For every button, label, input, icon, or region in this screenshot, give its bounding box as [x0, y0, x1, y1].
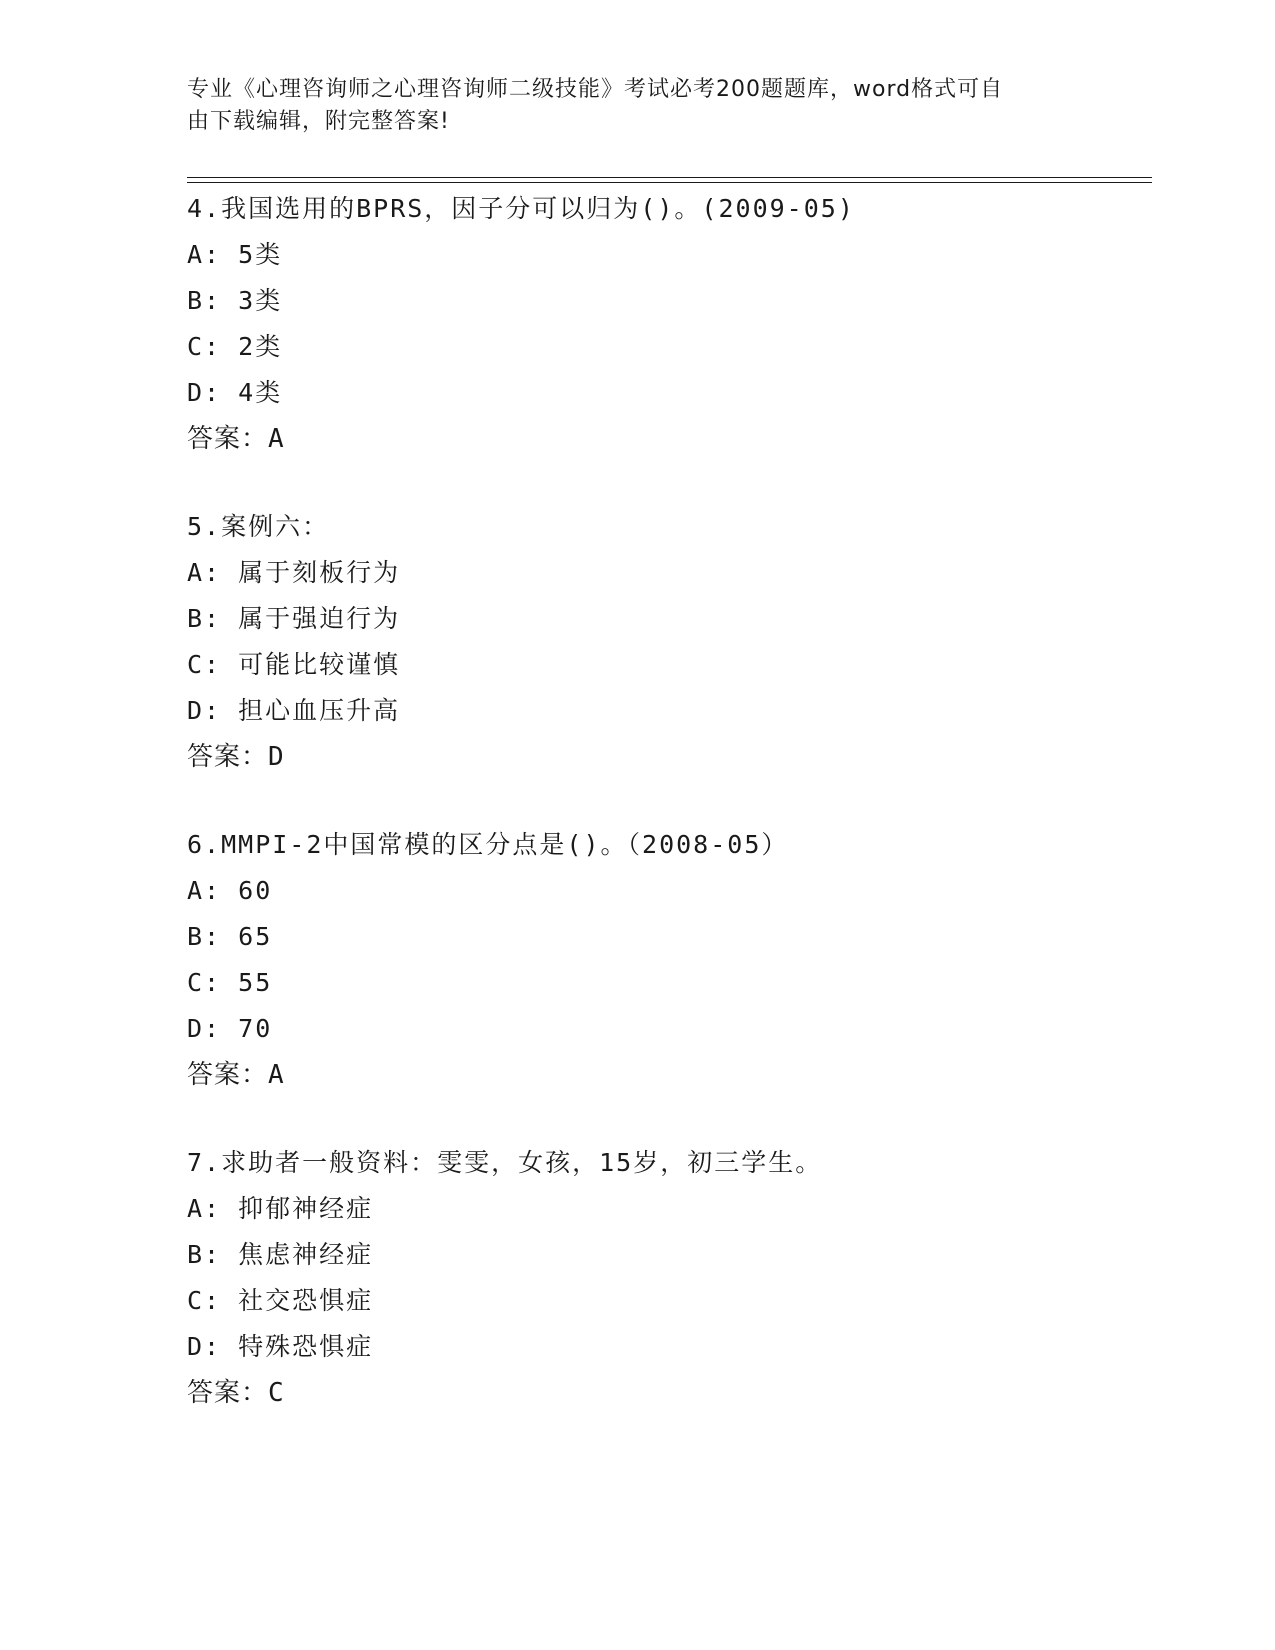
option-d: D: 70 — [187, 1014, 273, 1043]
option-b: B: 3类 — [187, 286, 283, 315]
header-divider-bottom — [187, 182, 1152, 183]
document-header — [187, 74, 1087, 138]
header-divider-top — [187, 177, 1152, 178]
option-a: A: 60 — [187, 876, 273, 905]
answer-value: A — [268, 424, 285, 454]
option-c: C: 2类 — [187, 332, 283, 361]
question-block — [187, 1148, 1147, 1424]
header-line-1: 专业《心理咨询师之心理咨询师二级技能》考试必考200题题库，word格式可自 — [187, 77, 1004, 102]
question-block — [187, 830, 1147, 1106]
question-stem: 7.求助者一般资料：雯雯，女孩，15岁，初三学生。 — [187, 1148, 823, 1177]
option-b: B: 属于强迫行为 — [187, 604, 401, 633]
option-c: C: 55 — [187, 968, 273, 997]
answer-value: A — [268, 1060, 285, 1090]
answer-label: 答案： — [187, 424, 269, 454]
option-a: A: 5类 — [187, 240, 283, 269]
answer-value: C — [268, 1378, 285, 1408]
option-d: D: 担心血压升高 — [187, 696, 401, 725]
option-c: C: 可能比较谨慎 — [187, 650, 401, 679]
option-a: A: 抑郁神经症 — [187, 1194, 374, 1223]
answer-line — [187, 742, 1147, 788]
question-stem: 4.我国选用的BPRS，因子分可以归为()。(2009-05) — [187, 194, 855, 223]
answer-value: D — [268, 742, 285, 772]
answer-line — [187, 424, 1147, 470]
option-a: A: 属于刻板行为 — [187, 558, 401, 587]
question-block — [187, 194, 1147, 470]
option-d: D: 特殊恐惧症 — [187, 1332, 374, 1361]
answer-line — [187, 1378, 1147, 1424]
option-b: B: 焦虑神经症 — [187, 1240, 374, 1269]
question-stem: 5.案例六： — [187, 512, 330, 541]
question-block — [187, 512, 1147, 788]
answer-label: 答案： — [187, 742, 269, 772]
answer-line — [187, 1060, 1147, 1106]
header-line-2: 由下载编辑，附完整答案! — [187, 109, 450, 134]
option-d: D: 4类 — [187, 378, 283, 407]
answer-label: 答案： — [187, 1060, 269, 1090]
question-stem: 6.MMPI-2中国常模的区分点是()。（2008-05） — [187, 830, 789, 859]
option-c: C: 社交恐惧症 — [187, 1286, 374, 1315]
option-b: B: 65 — [187, 922, 273, 951]
answer-label: 答案： — [187, 1378, 269, 1408]
